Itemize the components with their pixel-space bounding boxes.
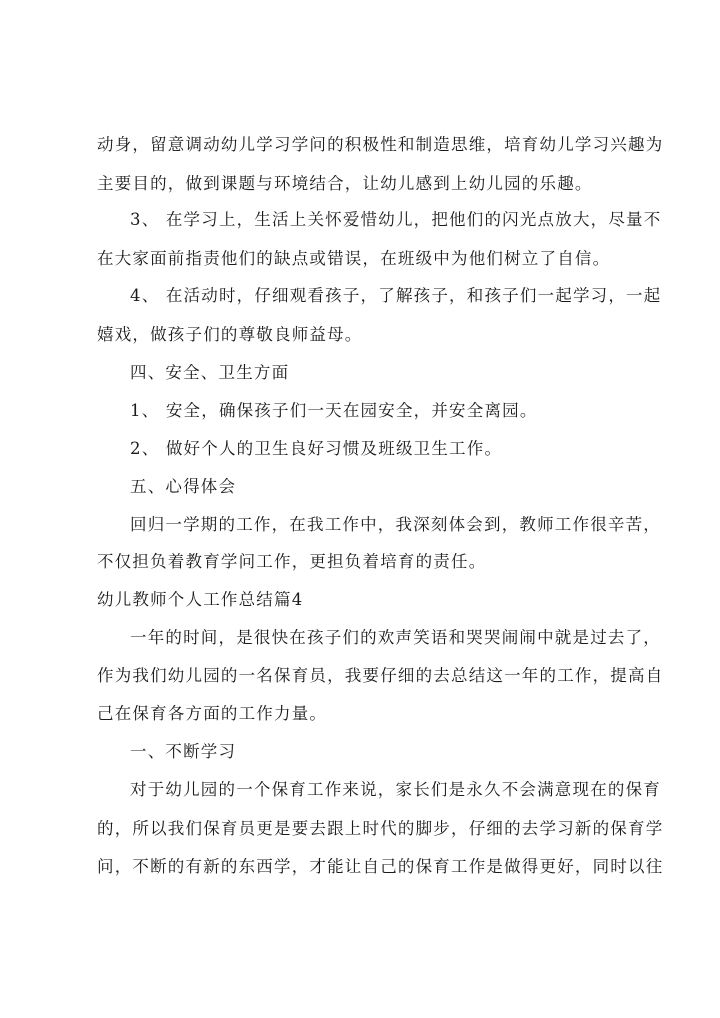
paragraph-line: 问，不断的有新的东西学，才能让自己的保育工作是做得更好，同时以往 [97, 857, 664, 876]
list-item-line: 2、 做好个人的卫生良好习惯及班级卫生工作。 [130, 439, 503, 458]
paragraph-line: 的，所以我们保育员更是要去跟上时代的脚步，仔细的去学习新的保育学 [97, 819, 664, 838]
paragraph-line: 主要目的，做到课题与环境结合，让幼儿感到上幼儿园的乐趣。 [97, 174, 593, 193]
paragraph-line: 对于幼儿园的一个保育工作来说，家长们是永久不会满意现在的保育 [130, 780, 661, 799]
paragraph-line: 作为我们幼儿园的一名保育员，我要仔细的去总结这一年的工作，提高自 [97, 666, 664, 685]
paragraph-line: 在大家面前指责他们的缺点或错误，在班级中为他们树立了自信。 [97, 249, 611, 268]
paragraph-line: 动身，留意调动幼儿学习学问的积极性和制造思维，培育幼儿学习兴趣为 [97, 135, 664, 154]
list-item-line: 3、 在学习上，生活上关怀爱惜幼儿，把他们的闪光点放大，尽量不 [130, 210, 662, 229]
paragraph-line: 不仅担负着教育学问工作，更担负着培育的责任。 [97, 552, 487, 571]
article-title: 幼儿教师个人工作总结篇4 [97, 590, 304, 609]
section-heading: 四、安全、卫生方面 [130, 363, 290, 382]
list-item-line: 4、 在活动时，仔细观看孩子，了解孩子，和孩子们一起学习，一起 [130, 286, 662, 305]
list-item-line: 1、 安全，确保孩子们一天在园安全，并安全离园。 [130, 401, 538, 420]
paragraph-line: 己在保育各方面的工作力量。 [97, 704, 328, 723]
paragraph-line: 嬉戏，做孩子们的尊敬良师益母。 [97, 325, 363, 344]
paragraph-line: 一年的时间，是很快在孩子们的欢声笑语和哭哭闹闹中就是过去了， [130, 628, 661, 647]
paragraph-line: 回归一学期的工作，在我工作中，我深刻体会到，教师工作很辛苦， [130, 515, 661, 534]
section-heading: 五、心得体会 [130, 477, 237, 496]
section-heading: 一、不断学习 [130, 742, 237, 761]
